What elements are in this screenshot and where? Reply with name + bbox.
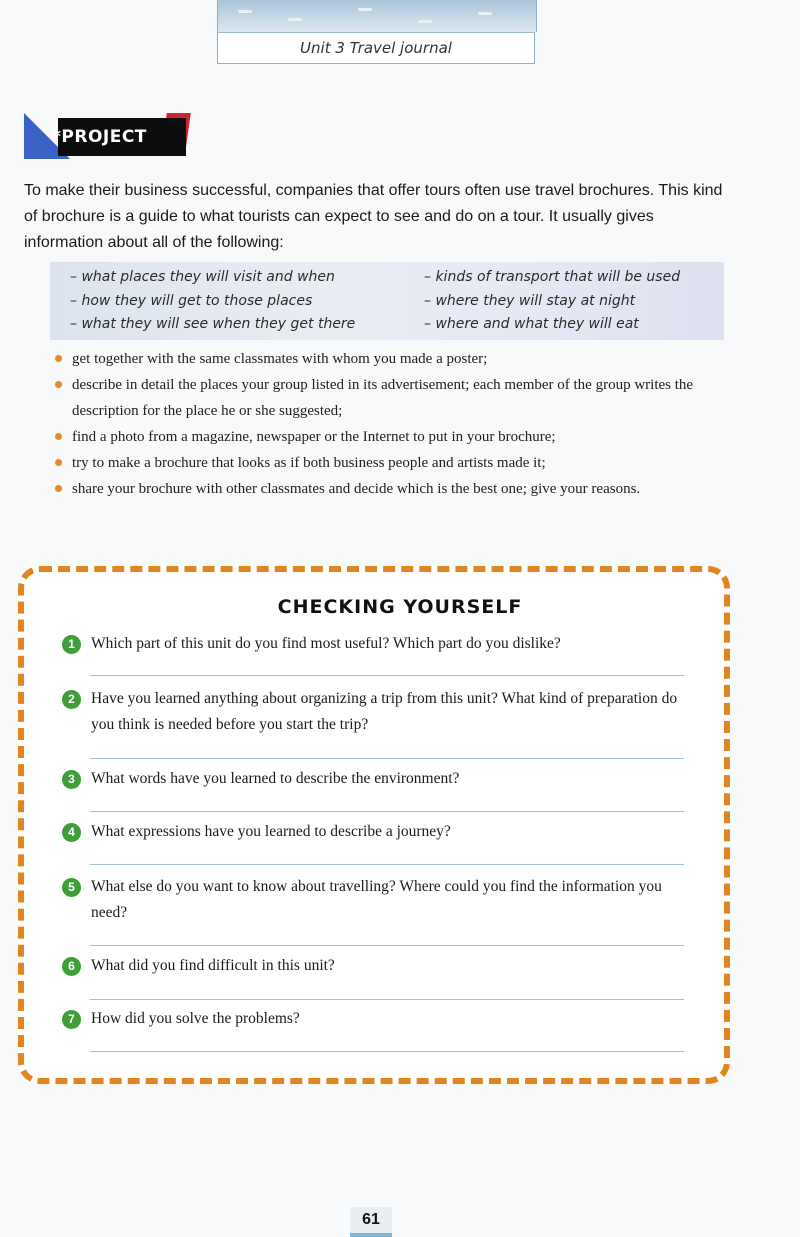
question-number-badge: 3 bbox=[62, 770, 81, 789]
checking-yourself-title: CHECKING YOURSELF bbox=[277, 596, 523, 618]
bullet-icon bbox=[55, 485, 62, 492]
task-text: get together with the same classmates with whom you made a poster; bbox=[72, 351, 488, 367]
question-4 bbox=[62, 819, 692, 845]
task-item bbox=[50, 476, 740, 502]
question-number-badge: 1 bbox=[62, 635, 81, 654]
project-task-list bbox=[50, 346, 740, 502]
answer-line-2[interactable] bbox=[90, 758, 684, 759]
bullet-icon bbox=[55, 459, 62, 466]
info-item: – where they will stay at night bbox=[424, 292, 636, 309]
question-1 bbox=[62, 631, 692, 657]
info-item: – what places they will visit and when bbox=[70, 269, 335, 285]
header-photo-speck bbox=[358, 8, 372, 11]
question-text: What words have you learned to describe the environment? bbox=[91, 770, 460, 787]
task-text: describe in detail the places your group listed in its advertisement; each member of the group writes the description for the place he or she suggested; bbox=[72, 377, 694, 419]
question-7 bbox=[62, 1006, 692, 1032]
header-photo-speck bbox=[478, 12, 492, 15]
answer-line-7[interactable] bbox=[90, 1051, 684, 1052]
task-text: share your brochure with other classmates and decide which is the best one; give your reasons. bbox=[72, 481, 641, 497]
question-5 bbox=[62, 874, 692, 926]
info-list-right bbox=[424, 266, 680, 337]
question-3 bbox=[62, 766, 692, 792]
answer-line-3[interactable] bbox=[90, 811, 684, 812]
bullet-icon bbox=[55, 433, 62, 440]
question-text: Have you learned anything about organizing a trip from this unit? What kind of preparation do you think is needed before you start the trip? bbox=[91, 690, 678, 733]
header-photo-speck bbox=[238, 10, 252, 13]
question-number-badge: 4 bbox=[62, 823, 81, 842]
question-text: What expressions have you learned to describe a journey? bbox=[91, 823, 451, 840]
task-item bbox=[50, 372, 740, 424]
question-text: What else do you want to know about travelling? Where could you find the information you need? bbox=[91, 878, 662, 921]
info-list-left bbox=[70, 266, 355, 337]
header-photo bbox=[217, 0, 537, 32]
task-text: find a photo from a magazine, newspaper or the Internet to put in your brochure; bbox=[72, 429, 556, 445]
info-item: – what they will see when they get there bbox=[70, 316, 356, 332]
project-intro: To make their business successful, companies that offer tours often use travel brochures. This kind of brochure is a guide to what tourists can expect to see and do on a tour. It usually gives information about all of the following: bbox=[24, 182, 723, 251]
question-text: How did you solve the problems? bbox=[91, 1010, 300, 1027]
question-6 bbox=[62, 953, 692, 979]
page-number: 61 bbox=[350, 1207, 392, 1237]
answer-line-4[interactable] bbox=[90, 864, 684, 865]
question-number-badge: 5 bbox=[62, 878, 81, 897]
question-text: Which part of this unit do you find most useful? Which part do you dislike? bbox=[91, 635, 561, 652]
header-photo-speck bbox=[288, 18, 302, 21]
question-2 bbox=[62, 686, 692, 738]
unit-label: Unit 3 Travel journal bbox=[217, 32, 535, 64]
answer-line-6[interactable] bbox=[90, 999, 684, 1000]
question-number-badge: 6 bbox=[62, 957, 81, 976]
info-item: – how they will get to those places bbox=[70, 292, 313, 309]
bullet-icon bbox=[55, 381, 62, 388]
header-photo-speck bbox=[418, 20, 432, 23]
task-item bbox=[50, 450, 740, 476]
info-item: – kinds of transport that will be used bbox=[424, 269, 681, 285]
project-badge-label: *PROJECT bbox=[52, 127, 147, 147]
task-item bbox=[50, 424, 740, 450]
answer-line-5[interactable] bbox=[90, 945, 684, 946]
brochure-info-box bbox=[50, 262, 724, 340]
question-text: What did you find difficult in this unit? bbox=[91, 957, 335, 974]
info-item: – where and what they will eat bbox=[424, 316, 639, 332]
project-badge bbox=[24, 113, 164, 159]
bullet-icon bbox=[55, 355, 62, 362]
task-item bbox=[50, 346, 740, 372]
task-text: try to make a brochure that looks as if both business people and artists made it; bbox=[72, 455, 546, 471]
answer-line-1[interactable] bbox=[90, 675, 684, 676]
question-number-badge: 7 bbox=[62, 1010, 81, 1029]
question-number-badge: 2 bbox=[62, 690, 81, 709]
